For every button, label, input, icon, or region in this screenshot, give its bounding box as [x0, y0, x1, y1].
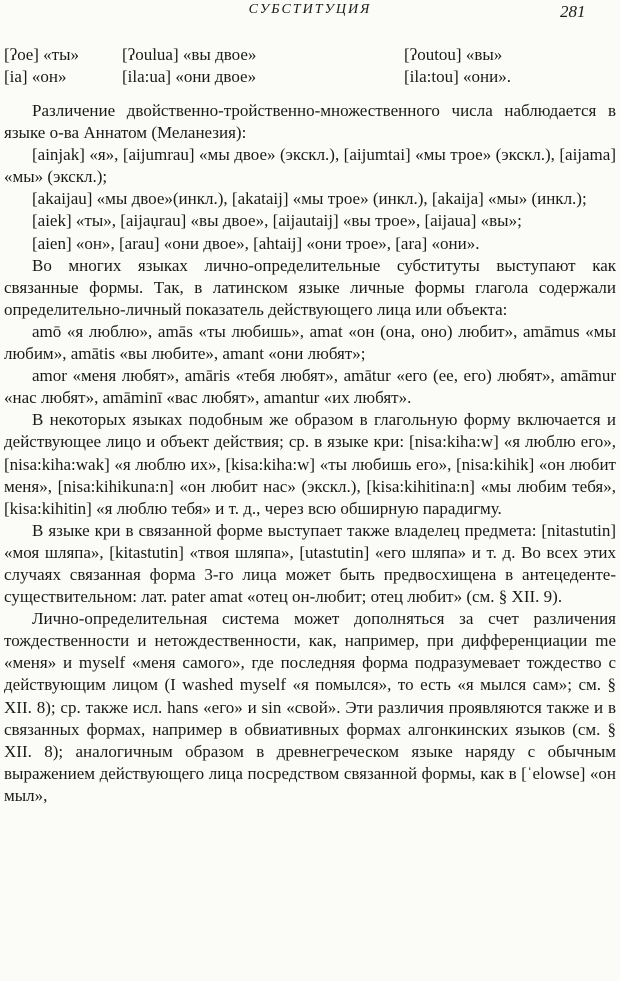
page-number: 281: [560, 2, 586, 21]
paragraph: amō «я люблю», amās «ты любишь», amat «он (она, оно) любит», amāmus «мы любим», amātis «вы любите», amant «они любят»;: [4, 321, 616, 364]
paragraph: В языке кри в связанной форме выступает также владелец предмета: [nitastutin] «моя шляпа», [kitastutin] «твоя шляпа», [utastutin] «его шляпа» и т. д. Во всех этих случаях связанная форма 3-го лица может быть предвосхищена в антецеденте-существительном: лат. pater amat «отец он-любит; отец любит» (см. § XII. 9).: [4, 520, 616, 607]
paragraph: [akaijau] «мы двое»(инкл.), [akataij] «мы трое» (инкл.), [akaija] «мы» (инкл.);: [32, 189, 587, 209]
paragraph: [aiek] «ты», [aijaụrau] «вы двое», [aijautaij] «вы трое», [aijaua] «вы»;: [32, 211, 522, 231]
paragraph: В некоторых языках подобным же образом в глагольную форму включается и действующее лицо и объект действия; ср. в языке кри: [nisa:kiha:w] «я люблю его», [nisa:kiha:wak] «я люблю их», [kisa:kiha:w] «ты любишь его», [nisa:kihik] «он любит меня», [nisa:kihikuna:n] «он любит нас» (экскл.), [kisa:kihitina:n] «мы любим тебя», [kisa:kihitin] «я люблю тебя» и т. д., через всю обширную парадигму.: [4, 410, 616, 518]
paragraph: [ainjak] «я», [aijumrau] «мы двое» (экскл.), [aijumtai] «мы трое» (экскл.), [aijama] «мы» (экскл.);: [4, 145, 616, 187]
pronoun-cell: [ʔoutou] «вы»: [404, 45, 503, 64]
paragraph: Во многих языках лично-определительные субституты выступают как связанные формы. Так, в латинском языке личные формы глагола содержали определительно-личный показатель действующего лица или объекта:: [4, 255, 616, 319]
pronoun-cell: [ila:ua] «они двое»: [122, 67, 257, 86]
paragraph: Различение двойственно-тройственно-множественного числа наблюдается в языке о-ва Аннатом (Меланезия):: [4, 101, 616, 143]
pronoun-cell: [ʔoulua] «вы двое»: [122, 45, 257, 64]
pronoun-cell: [ʔoe] «ты»: [4, 45, 80, 64]
pronoun-cell: [ia] «он»: [4, 67, 67, 86]
paragraph: [aien] «он», [arau] «они двое», [ahtaij] «они трое», [ara] «они».: [32, 233, 480, 253]
running-header: СУБСТИТУЦИЯ: [248, 2, 372, 17]
pronoun-cell: [ila:tou] «они».: [404, 67, 511, 86]
paragraph: amor «меня любят», amāris «тебя любят», amātur «его (ее, его) любят», amāmur «нас любят», amāminī «вас любят», amantur «их любят».: [4, 366, 616, 408]
body-text: [4, 100, 616, 807]
paragraph: Лично-определительная система может дополняться за счет различения тождественности и нетождественности, как, например, при дифференциации me «меня» и myself «меня самого», где последняя форма подразумевает тождество с действующим лицом (I washed myself «я помылся», то есть «я мылся сам»; см. § XII. 8); ср. также исл. hans «его» и sin «свой». Эти различия проявляются также и в связанных формах, например в обвиативных формах алгонкинских языков (см. § XII. 8); аналогичным образом в древнегреческом языке наряду с обычным выражением действующего лица посредством связанной формы, как в [ˈelowse] «он мыл»,: [4, 609, 616, 805]
